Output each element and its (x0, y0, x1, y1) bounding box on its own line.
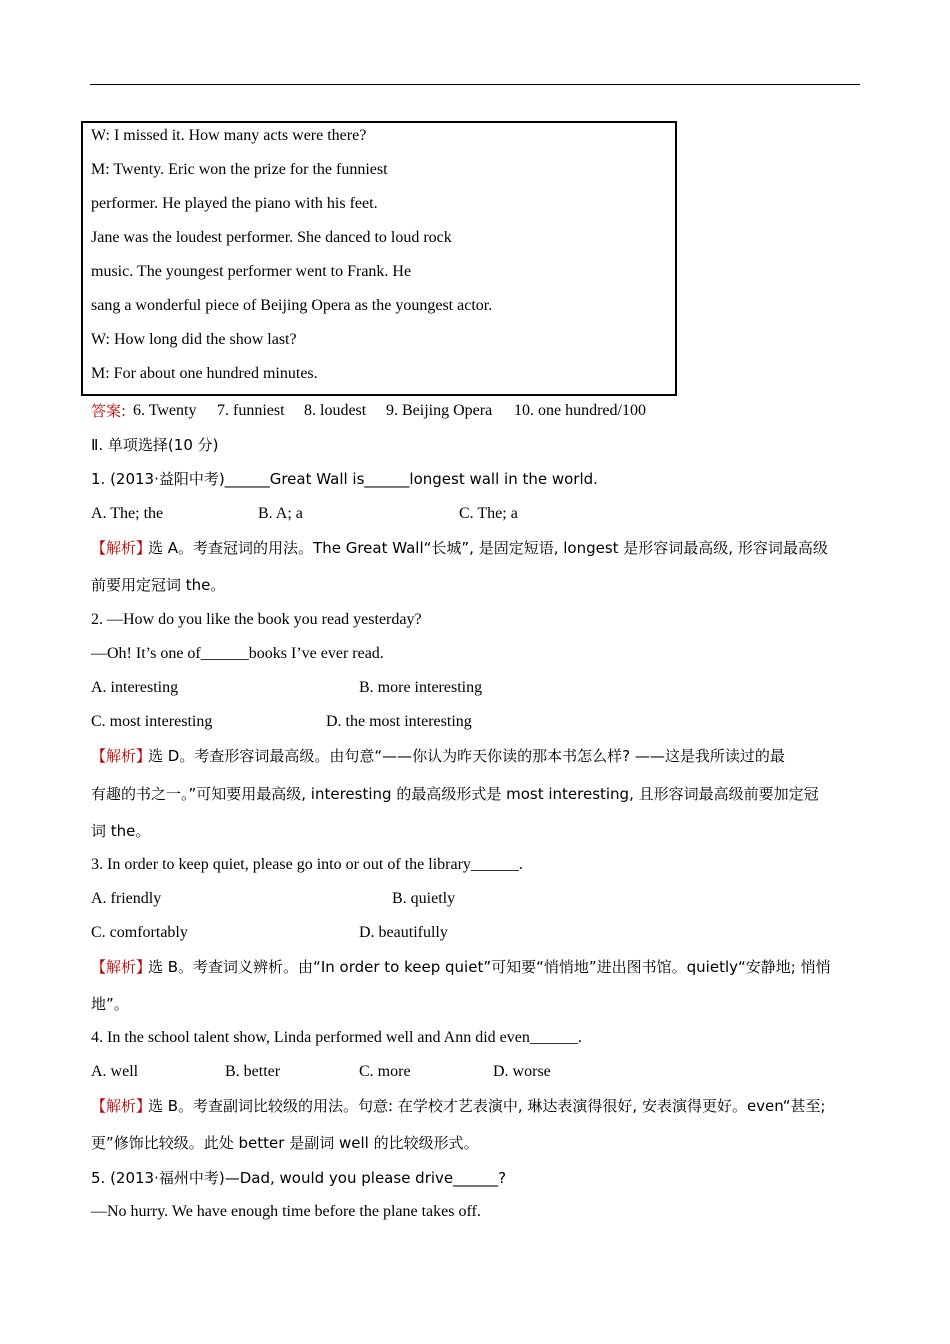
analysis-label: 【解析】 (91, 1097, 152, 1115)
option: C. The; a (459, 505, 518, 522)
option: B. A; a (258, 505, 303, 522)
question-stem: —No hurry. We have enough time before the plane takes off. (91, 1203, 481, 1220)
analysis-label: 【解析】 (91, 539, 152, 557)
answer-item: 10. one hundred/100 (514, 402, 646, 419)
analysis-text: 前要用定冠词 the。 (91, 576, 226, 594)
header-rule (90, 84, 860, 85)
answer-item: 8. loudest (304, 402, 367, 419)
dialogue-line: sang a wonderful piece of Beijing Opera as the youngest actor. (91, 297, 493, 314)
option: A. interesting (91, 679, 179, 696)
option: C. more (359, 1063, 411, 1080)
option: B. more interesting (359, 679, 483, 696)
option: D. the most interesting (326, 713, 472, 730)
answer-item: 9. Beijing Opera (386, 402, 493, 419)
option: D. worse (493, 1063, 551, 1080)
dialogue-line: Jane was the loudest performer. She danced to loud rock (91, 229, 452, 246)
dialogue-line: music. The youngest performer went to Frank. He (91, 263, 412, 280)
analysis-text: 词 the。 (91, 822, 151, 840)
option: A. The; the (91, 505, 164, 522)
option: C. most interesting (91, 713, 213, 730)
dialogue-line: M: Twenty. Eric won the prize for the funniest (91, 161, 388, 178)
analysis-text: 选 D。考查形容词最高级。由句意“——你认为昨天你读的那本书怎么样? ——这是我所读过的最 (148, 747, 785, 765)
section-title: Ⅱ. 单项选择(10 分) (91, 436, 219, 454)
option: A. friendly (91, 890, 162, 907)
question-stem: 5. (2013·福州中考)—Dad, would you please drive______? (91, 1169, 507, 1187)
analysis-text: 选 B。考查副词比较级的用法。句意: 在学校才艺表演中, 琳达表演得很好, 安表演得更好。even“甚至; (148, 1097, 826, 1115)
option: C. comfortably (91, 924, 188, 941)
question-stem: —Oh! It’s one of______books I’ve ever read. (91, 645, 384, 662)
dialogue-line: W: I missed it. How many acts were there? (91, 127, 367, 144)
analysis-text: 选 B。考查词义辨析。由“In order to keep quiet”可知要“悄悄地”进出图书馆。quietly“安静地; 悄悄 (148, 958, 831, 976)
analysis-label: 【解析】 (91, 747, 152, 765)
dialogue-line: M: For about one hundred minutes. (91, 365, 318, 382)
analysis-text: 有趣的书之一。”可知要用最高级, interesting 的最高级形式是 most interesting, 且形容词最高级前要加定冠 (91, 785, 819, 803)
answer-item: 7. funniest (217, 402, 285, 419)
answer-item: 6. Twenty (133, 402, 197, 419)
analysis-text: 更”修饰比较级。此处 better 是副词 well 的比较级形式。 (91, 1134, 479, 1152)
analysis-label: 【解析】 (91, 958, 152, 976)
option: A. well (91, 1063, 139, 1080)
question-stem: 3. In order to keep quiet, please go into or out of the library______. (91, 856, 523, 873)
answer-label: 答案: (91, 402, 127, 420)
option: B. quietly (392, 890, 456, 907)
option: B. better (225, 1063, 281, 1080)
analysis-text: 选 A。考查冠词的用法。The Great Wall“长城”, 是固定短语, longest 是形容词最高级, 形容词最高级 (148, 539, 828, 557)
option: D. beautifully (359, 924, 448, 941)
dialogue-line: performer. He played the piano with his feet. (91, 195, 378, 212)
analysis-text: 地”。 (91, 995, 129, 1013)
dialogue-line: W: How long did the show last? (91, 331, 297, 348)
question-stem: 4. In the school talent show, Linda performed well and Ann did even______. (91, 1029, 582, 1046)
question-stem: 2. —How do you like the book you read yesterday? (91, 611, 422, 628)
question-stem: 1. (2013·益阳中考)______Great Wall is______longest wall in the world. (91, 470, 598, 488)
